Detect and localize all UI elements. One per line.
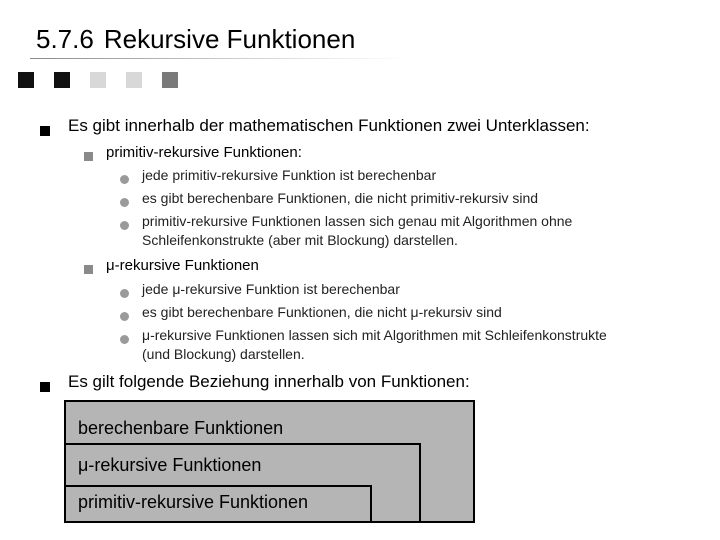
primitive-item-2 xyxy=(120,189,538,208)
bullet-relation xyxy=(40,372,470,392)
bullet-intro xyxy=(40,116,590,136)
label-primitive-recursive: primitiv-rekursive Funktionen xyxy=(78,492,309,512)
mu-item-2 xyxy=(120,303,502,322)
mu-item-text-cont: (und Blockung) darstellen. xyxy=(142,346,305,362)
square-bullet-icon xyxy=(40,378,50,398)
intro-text: Es gibt innerhalb der mathematischen Funktionen zwei Unterklassen: xyxy=(68,116,590,135)
primitive-item-3 xyxy=(120,212,572,250)
square-bullet-icon xyxy=(84,262,93,279)
square-dark-2 xyxy=(54,72,70,88)
primitive-item-text: jede primitiv-rekursive Funktion ist berechenbar xyxy=(142,167,437,183)
square-mid xyxy=(162,72,178,88)
mu-item-text: es gibt berechenbare Funktionen, die nicht μ-rekursiv sind xyxy=(142,304,502,320)
square-light-1 xyxy=(90,72,106,88)
relation-text: Es gilt folgende Beziehung innerhalb von Funktionen: xyxy=(68,372,470,391)
title-underline xyxy=(30,58,410,59)
square-bullet-icon xyxy=(40,122,50,142)
mu-item-1 xyxy=(120,280,400,299)
primitive-item-text: primitiv-rekursive Funktionen lassen sich genau mit Algorithmen ohne xyxy=(142,213,573,229)
label-mu-recursive: μ-rekursive Funktionen xyxy=(78,455,262,475)
label-computable: berechenbare Funktionen xyxy=(78,418,284,438)
bullet-primitive-heading xyxy=(84,144,302,161)
slide-title xyxy=(36,24,355,55)
dot-bullet-icon xyxy=(120,308,129,327)
dot-bullet-icon xyxy=(120,194,129,213)
bullet-mu-heading xyxy=(84,257,259,274)
square-dark-1 xyxy=(18,72,34,88)
primitive-item-text-cont: Schleifenkonstrukte (aber mit Blockung) darstellen. xyxy=(142,232,458,248)
section-number: 5.7.6 xyxy=(36,24,94,54)
mu-item-3 xyxy=(120,326,607,364)
primitive-item-text: es gibt berechenbare Funktionen, die nicht primitiv-rekursiv sind xyxy=(142,190,539,206)
square-bullet-icon xyxy=(84,149,93,166)
mu-heading: μ-rekursive Funktionen xyxy=(106,257,259,274)
dot-bullet-icon xyxy=(120,331,129,350)
dot-bullet-icon xyxy=(120,171,129,190)
mu-item-text: μ-rekursive Funktionen lassen sich mit Algorithmen mit Schleifenkonstrukte xyxy=(142,327,607,343)
dot-bullet-icon xyxy=(120,217,129,236)
mu-item-text: jede μ-rekursive Funktion ist berechenbar xyxy=(142,281,400,297)
title-text: Rekursive Funktionen xyxy=(103,24,356,54)
primitive-heading: primitiv-rekursive Funktionen: xyxy=(106,144,302,161)
primitive-item-1 xyxy=(120,166,436,185)
dot-bullet-icon xyxy=(120,285,129,304)
square-light-2 xyxy=(126,72,142,88)
